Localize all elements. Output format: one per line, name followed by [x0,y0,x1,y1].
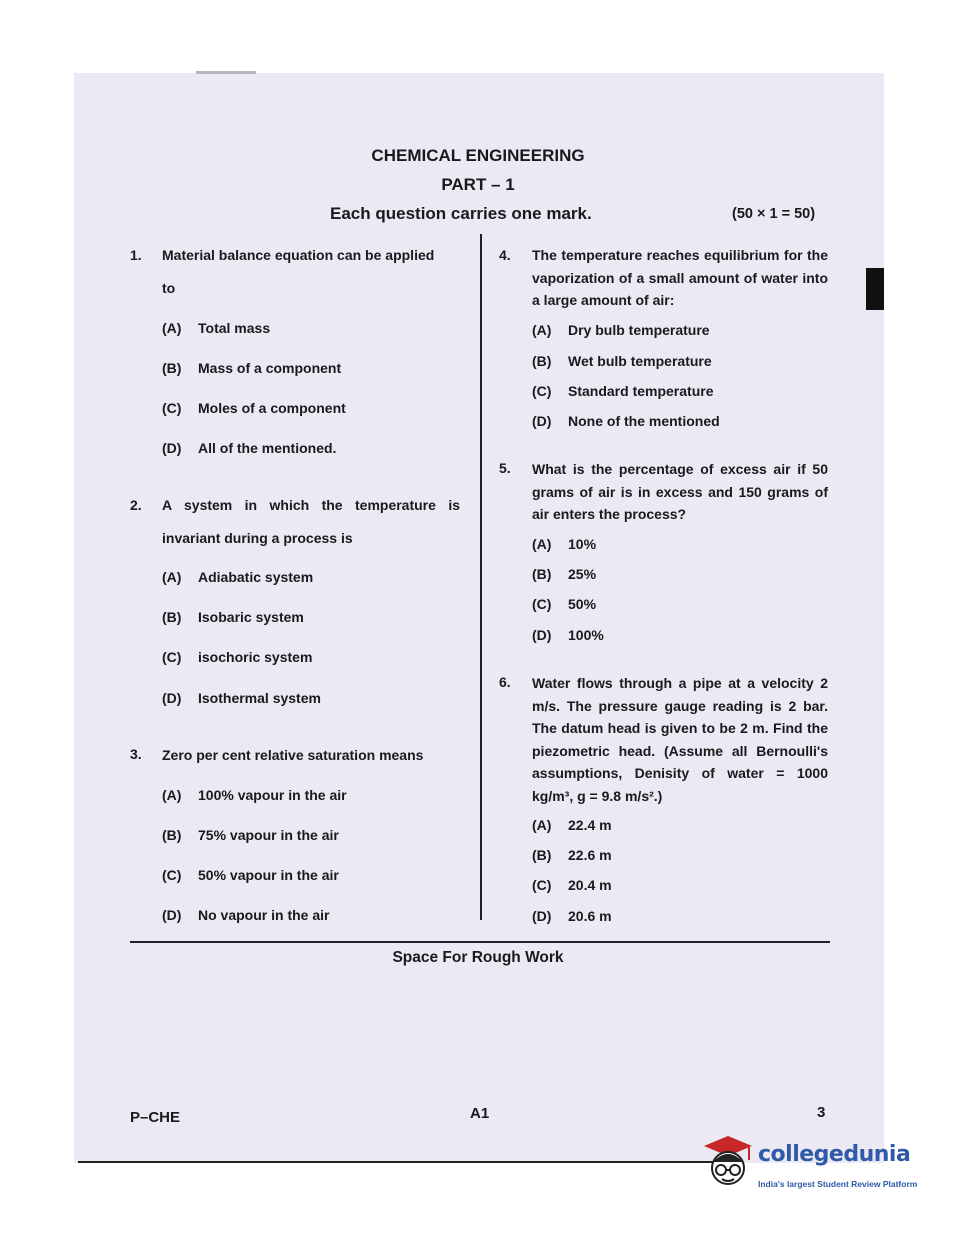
option-c: (C) 50% vapour in the air [162,867,339,883]
brand-name: collegedunia [758,1142,911,1167]
paper-code: P–CHE [130,1109,181,1126]
subject-title: CHEMICAL ENGINEERING [371,146,585,165]
option-c: (C) isochoric system [162,649,313,665]
booklet-code: A1 [470,1105,490,1122]
option-c: (C) 20.4 m [532,877,612,893]
column-divider [480,234,482,920]
question-number: 3. [130,746,142,762]
option-d: (D) 20.6 m [532,908,612,924]
side-registration-mark [866,268,884,310]
option-d: (D) None of the mentioned [532,413,720,429]
option-a: (A) Adiabatic system [162,569,314,585]
question-text: A system in which the temperature is [162,497,460,513]
option-a: (A) 100% vapour in the air [162,787,347,803]
mascot-icon [700,1132,756,1196]
option-a: (A) Total mass [162,320,271,336]
option-a: (A) Dry bulb temperature [532,322,710,338]
question-text: What is the percentage of excess air if 50 grams of air is in excess and 150 grams of air enters the process? [532,461,828,522]
collegedunia-watermark [700,1132,940,1202]
option-c: (C) Moles of a component [162,400,346,416]
question-text: Zero per cent relative saturation means [162,747,424,763]
question-text: Water flows through a pipe at a velocity 2 m/s. The pressure gauge reading is 2 bar. The datum head is given to be 2 m. Find the piezometric head. (Assume all Bernoulli's assumptions, Denisity of water = 1000 kg/m³, g = 9.8 m/s².) [532,675,828,804]
option-d: (D) Isothermal system [162,690,321,706]
option-a: (A) 10% [532,536,597,552]
marks-scheme: (50 × 1 = 50) [732,206,816,222]
footer-rule [78,1161,738,1163]
question-text: invariant during a process is [162,530,353,546]
question-number: 6. [499,674,511,690]
option-b: (B) 25% [532,566,597,582]
part-title: PART – 1 [441,175,515,194]
rough-work-label: Space For Rough Work [392,949,564,966]
question-text: The temperature reaches equilibrium for the vaporization of a small amount of water into a large amount of air: [532,247,828,308]
section-divider [130,941,830,943]
option-d: (D) All of the mentioned. [162,440,337,456]
page-number: 3 [817,1104,826,1121]
option-b: (B) Mass of a component [162,360,342,376]
question-number: 5. [499,460,511,476]
option-c: (C) 50% [532,596,597,612]
instruction: Each question carries one mark. [330,204,592,223]
question-number: 1. [130,247,142,263]
option-b: (B) Isobaric system [162,609,304,625]
option-c: (C) Standard temperature [532,383,714,399]
option-b: (B) 75% vapour in the air [162,827,339,843]
option-b: (B) 22.6 m [532,847,612,863]
option-a: (A) 22.4 m [532,817,612,833]
option-d: (D) No vapour in the air [162,907,330,923]
question-number: 4. [499,247,511,263]
question-text: to [162,280,176,296]
brand-tagline: India's largest Student Review Platform [758,1179,918,1189]
option-d: (D) 100% [532,627,604,643]
question-number: 2. [130,497,142,513]
option-b: (B) Wet bulb temperature [532,353,712,369]
question-text: Material balance equation can be applied [162,247,435,263]
scan-mark [196,71,256,74]
